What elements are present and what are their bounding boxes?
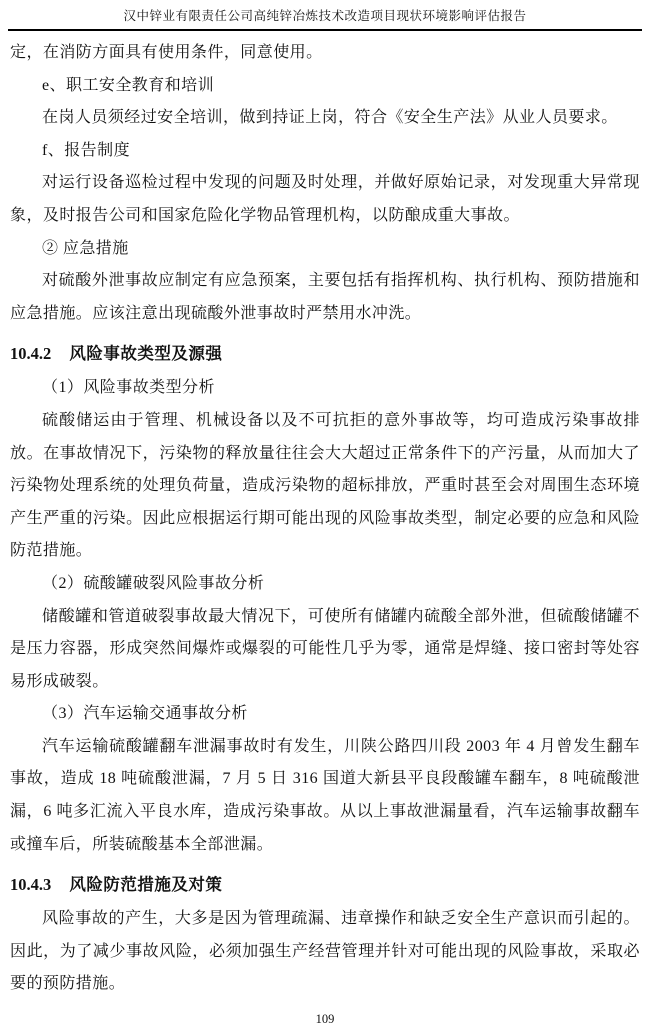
- section-number: 10.4.3: [10, 875, 52, 895]
- paragraph: 风险事故的产生，大多是因为管理疏漏、违章操作和缺乏安全生产意识而引起的。因此，为了减少事故风险，必须加强生产经营管理并针对可能出现的风险事故，采取必要的预防措施。: [10, 910, 640, 993]
- paragraph: 对硫酸外泄事故应制定有应急预案，主要包括有指挥机构、执行机构、预防措施和应急措施。应该注意出现硫酸外泄事故时严禁用水冲洗。: [10, 272, 640, 322]
- paragraph: （2）硫酸罐破裂风险事故分析: [42, 574, 265, 592]
- page-number: 109: [315, 1012, 335, 1026]
- report-title: 汉中锌业有限责任公司高纯锌冶炼技术改造项目现状环境影响评估报告: [123, 9, 527, 23]
- paragraph: 储酸罐和管道破裂事故最大情况下，可使所有储罐内硫酸全部外泄，但硫酸储罐不是压力容器，形成突然间爆炸或爆裂的可能性几乎为零，通常是焊缝、接口密封等处容易形成破裂。: [10, 607, 640, 690]
- section-number: 10.4.2: [10, 344, 52, 364]
- page-footer: [0, 1010, 650, 1028]
- paragraph: 对运行设备巡检过程中发现的问题及时处理，并做好原始记录，对发现重大异常现象，及时报告公司和国家危险化学物品管理机构，以防酿成重大事故。: [10, 174, 640, 224]
- section-heading: [10, 869, 640, 901]
- document-body: [10, 37, 640, 1001]
- paragraph: 汽车运输硫酸罐翻车泄漏事故时有发生，川陕公路四川段 2003 年 4 月曾发生翻车事故，造成 18 吨硫酸泄漏，7 月 5 日 316 国道大新县平良段酸罐车翻车，8 吨硫酸泄漏，6 吨多汇流入平良水库，造成污染事故。从以上事故泄漏量看，汽车运输事故翻车或撞车后，所装硫酸基本全部泄漏。: [10, 737, 640, 853]
- page-header: [8, 6, 642, 31]
- paragraph: 定，在消防方面具有使用条件，同意使用。: [10, 44, 323, 61]
- paragraph: （3）汽车运输交通事故分析: [42, 705, 248, 723]
- paragraph: 硫酸储运由于管理、机械设备以及不可抗拒的意外事故等，均可造成污染事故排放。在事故情况下，污染物的释放量往往会大大超过正常条件下的产污量，从而加大了污染物处理系统的处理负荷量，造成污染物的超标排放，严重时甚至会对周围生态环境产生严重的污染。因此应根据运行期可能出现的风险事故类型，制定必要的应急和风险防范措施。: [10, 411, 640, 560]
- section-title: 风险防范措施及对策: [69, 875, 223, 895]
- paragraph: 在岗人员须经过安全培训，做到持证上岗，符合《安全生产法》从业人员要求。: [42, 109, 618, 127]
- paragraph: ② 应急措施: [42, 239, 129, 257]
- paragraph: （1）风险事故类型分析: [42, 379, 215, 397]
- section-heading: [10, 338, 640, 370]
- paragraph: f、报告制度: [42, 141, 131, 159]
- paragraph: e、职工安全教育和培训: [42, 76, 215, 94]
- section-title: 风险事故类型及源强: [69, 344, 223, 364]
